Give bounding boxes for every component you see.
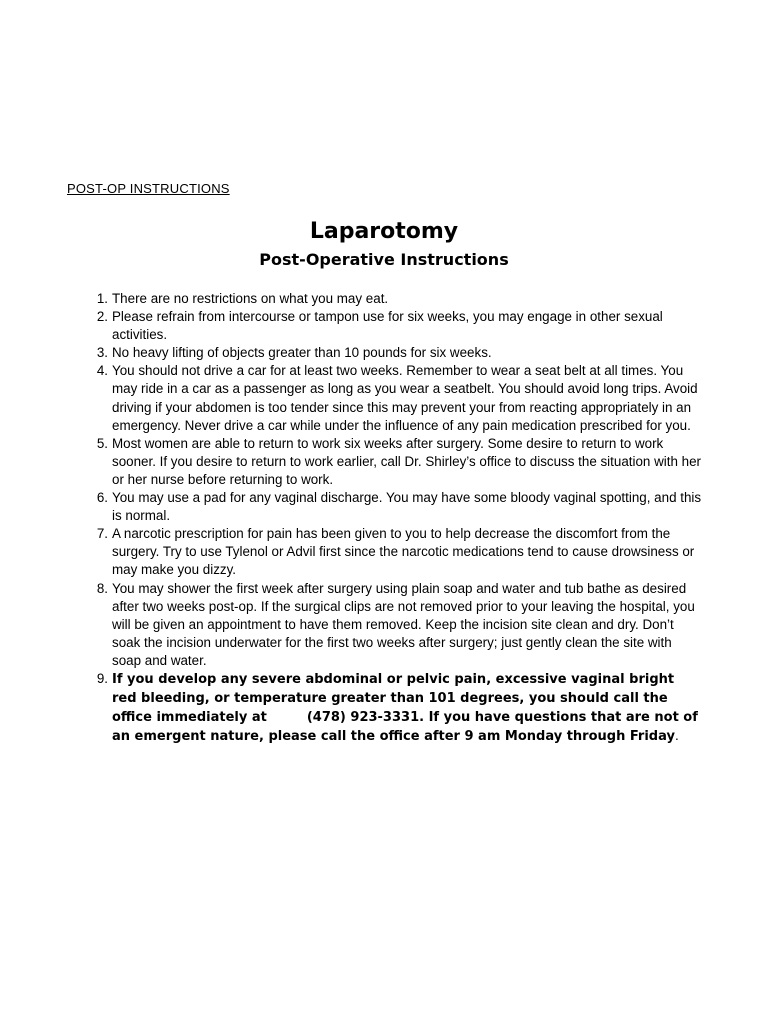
header-label: POST-OP INSTRUCTIONS bbox=[67, 181, 230, 196]
instruction-text: A narcotic prescription for pain has been given to you to help decrease the discomfort from the surgery. Try to use Tylenol or Advil first since the narcotic medications tend to cause drowsiness or may make you dizzy. bbox=[112, 526, 695, 578]
emergency-text-after-phone: If you have questions that are not of an emergent nature, please call the office after 9 am Monday through Friday bbox=[112, 710, 698, 745]
instruction-item bbox=[96, 489, 702, 525]
instruction-number: 8. bbox=[96, 580, 108, 596]
instruction-text: You should not drive a car for at least two weeks. Remember to wear a seat belt at all times. You may ride in a car as a passenger as long as you wear a seatbelt. You should avoid long trips. Avoid driving if your abdomen is too tender since this may prevent your from reacting appropriately in an emergency. Never drive a car while under the influence of any pain medication prescribed for you. bbox=[112, 363, 698, 433]
document-title: Laparotomy bbox=[309, 219, 459, 244]
instruction-number: 9. bbox=[96, 670, 108, 686]
instruction-number: 5. bbox=[96, 435, 108, 451]
instruction-number: 6. bbox=[96, 490, 108, 506]
instruction-item bbox=[96, 344, 702, 362]
instruction-number: 7. bbox=[96, 526, 108, 542]
emergency-text-before-phone: If you develop any severe abdominal or pelvic pain, excessive vaginal bright red bleeding, or temperature greater than 101 degrees, you should call the office immediately at bbox=[112, 671, 675, 726]
instruction-text: You may shower the first week after surgery using plain soap and water and tub bathe as desired after two weeks post-op. If the surgical clips are not removed prior to your leaving the hospital, you will be given an appointment to have them removed. Keep the incision site clean and dry. Don’t soak the incision underwater for the first two weeks after surgery; just gently clean the site with soap and water. bbox=[112, 580, 695, 668]
instruction-number: 4. bbox=[96, 363, 108, 379]
instruction-item bbox=[96, 580, 702, 670]
instruction-item bbox=[96, 435, 702, 489]
office-phone-number: (478) 923-3331. bbox=[306, 710, 425, 726]
instruction-text-emergency bbox=[112, 672, 698, 744]
instruction-item bbox=[96, 290, 702, 308]
instruction-text: You may use a pad for any vaginal discharge. You may have some bloody vaginal spotting, and this is normal. bbox=[112, 490, 702, 524]
instruction-item bbox=[96, 308, 702, 344]
instruction-item-emergency bbox=[96, 670, 702, 746]
instruction-text: Please refrain from intercourse or tampon use for six weeks, you may engage in other sexual activities. bbox=[112, 309, 663, 343]
instruction-item bbox=[96, 525, 702, 579]
instruction-number: 1. bbox=[96, 291, 108, 306]
instruction-number: 3. bbox=[96, 345, 108, 361]
instruction-number: 2. bbox=[96, 309, 108, 325]
trailing-period: . bbox=[674, 728, 679, 744]
instruction-item bbox=[96, 362, 702, 434]
instruction-text: There are no restrictions on what you may eat. bbox=[112, 291, 389, 306]
instruction-text: Most women are able to return to work six weeks after surgery. Some desire to return to work sooner. If you desire to return to work earlier, call Dr. Shirley’s office to discuss the situation with her or her nurse before returning to work. bbox=[112, 435, 701, 487]
instruction-text: No heavy lifting of objects greater than 10 pounds for six weeks. bbox=[112, 345, 492, 361]
instructions-list bbox=[96, 290, 702, 746]
document-subtitle: Post-Operative Instructions bbox=[259, 250, 509, 269]
